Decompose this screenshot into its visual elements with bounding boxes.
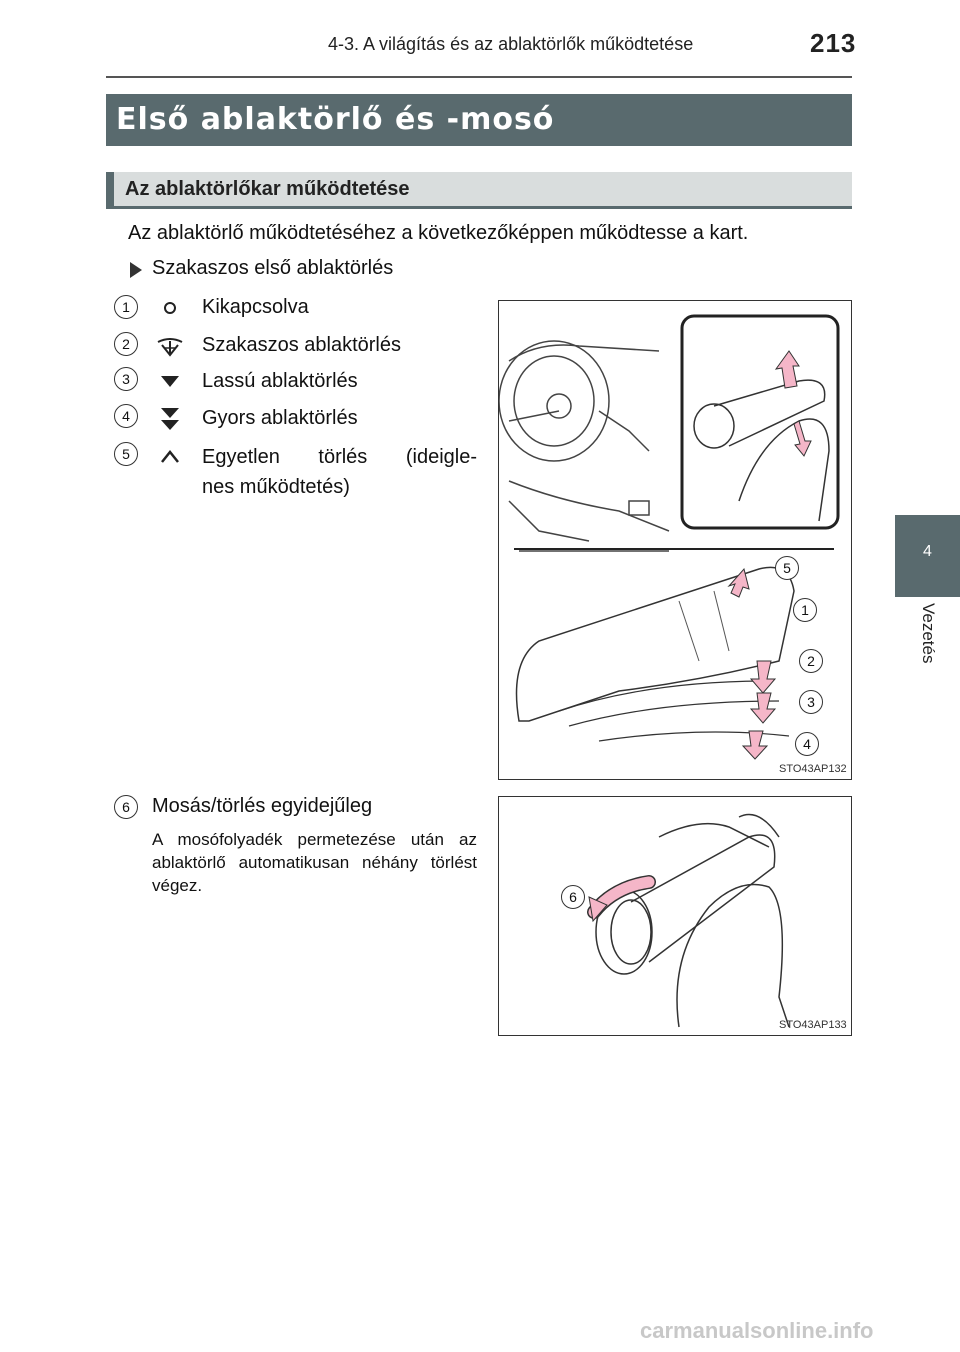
header-section-title: 4-3. A világítás és az ablaktörlők működtetése [328,34,694,54]
single-triangle-down-icon [161,376,179,388]
washer-illustration [499,797,851,1035]
fig2-label-6: 6 [561,885,585,909]
page-number: 213 [810,28,857,58]
chapter-tab-number: 4 [923,543,932,560]
mode-number-2: 2 [114,332,138,356]
wash-note: A mosófolyadék permetezése után az ablaktörlő automatikusan néhány törlést végez. [152,830,477,895]
chevron-up-icon [161,450,179,464]
wash-number: 6 [114,795,138,819]
mode-label-1: Kikapcsolva [202,296,309,318]
mode-number-3: 3 [114,367,138,391]
figure-wiper-lever [498,300,852,780]
fig1-label-2: 2 [799,649,823,673]
mode-label-2: Szakaszos ablaktörlés [202,334,401,356]
mode-number-4: 4 [114,404,138,428]
wiper-lever-illustration [499,301,851,779]
fig1-label-5: 5 [775,556,799,580]
wash-label: Mosás/törlés egyidejűleg [152,795,373,817]
page-title: Első ablaktörlő és -mosó [116,102,555,137]
figure-washer [498,796,852,1036]
bullet-arrow-icon [130,262,142,278]
fig1-label-1: 1 [793,598,817,622]
fig1-code: STO43AP132 [779,763,847,775]
mode-number-5: 5 [114,442,138,466]
subtitle-rule [106,206,852,209]
double-triangle-down-icon [161,408,179,432]
mode-label-4: Gyors ablaktörlés [202,407,358,429]
mode-label-5-line1: Egyetlen törlés (ideigle- [202,446,477,468]
footer-watermark: carmanualsonline.info [640,1318,874,1343]
mode-label-3: Lassú ablaktörlés [202,370,358,392]
header-rule [106,76,852,78]
fig2-code: STO43AP133 [779,1019,847,1031]
fig1-label-3: 3 [799,690,823,714]
chapter-tab-label: Vezetés [919,603,938,664]
bullet-text: Szakaszos első ablaktörlés [152,257,394,279]
off-circle-icon [163,301,177,315]
fig1-label-4: 4 [795,732,819,756]
intermittent-wipe-icon [155,336,185,358]
mode-label-5-line2: nes működtetés) [202,476,350,498]
intro-text: Az ablaktörlő működtetéséhez a következőképpen működtesse a kart. [128,222,749,244]
mode-number-1: 1 [114,295,138,319]
subtitle: Az ablaktörlőkar működtetése [125,178,410,200]
subtitle-accent [106,172,114,208]
